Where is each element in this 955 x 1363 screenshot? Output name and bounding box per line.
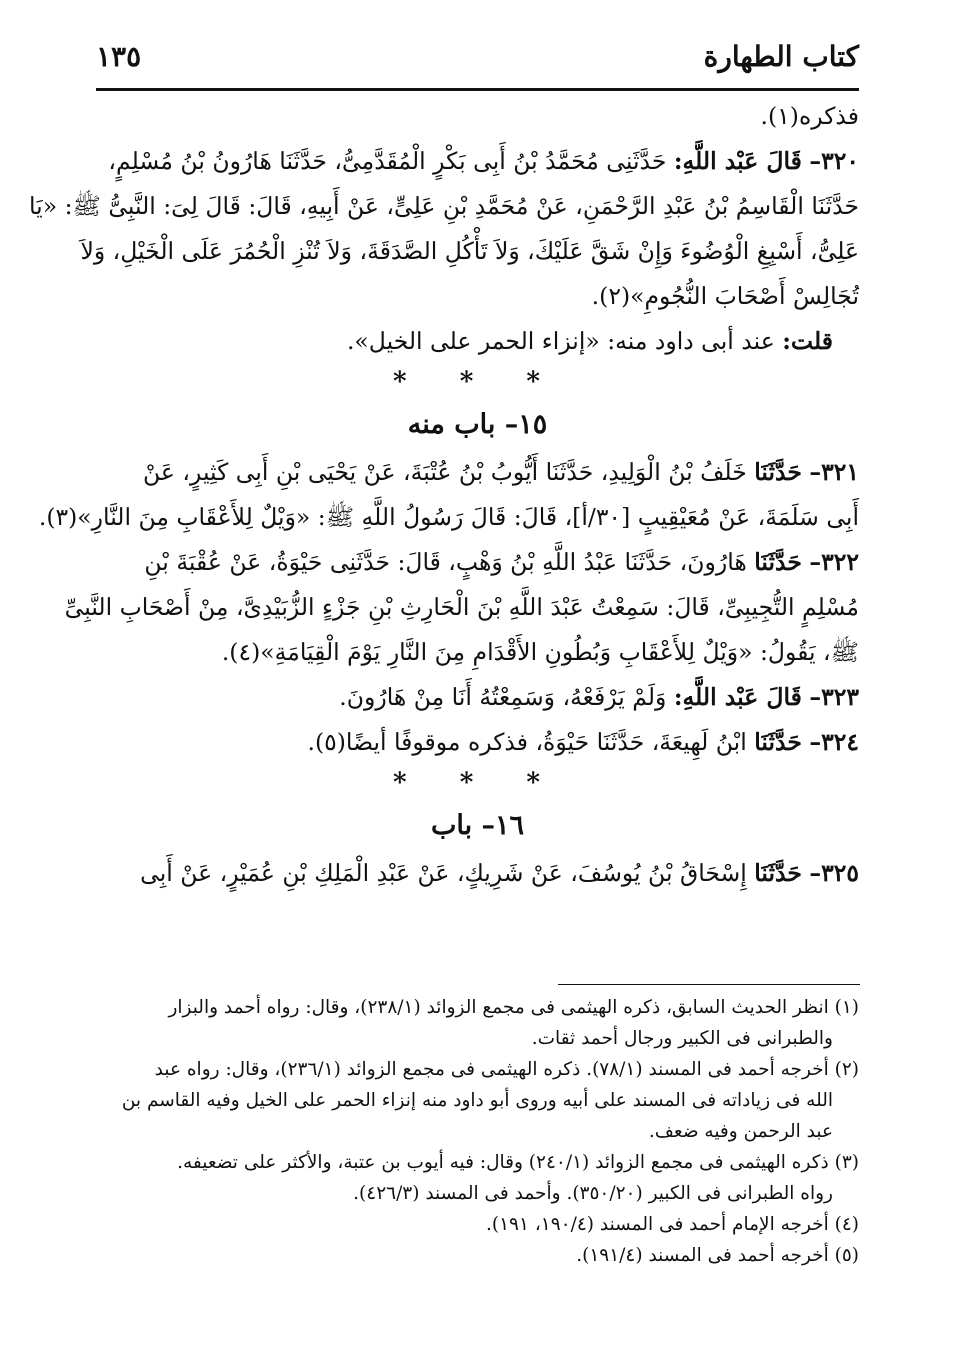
section-separator: * * * — [393, 768, 562, 798]
hadith-text: حَدَّثَنِى مُحَمَّدُ بْنُ أَبِى بَكْرٍ الْمُقَدَّمِىُّ، حَدَّثَنَا هَارُونُ بْنُ مُسْلِمٍ، — [108, 147, 667, 175]
hadith-lead: حَدَّثَنَا — [754, 859, 802, 887]
hadith-322-line-3: ﷺ، يَقُولُ: «وَيْلٌ لِلأَعْقَابِ وَبُطُونِ الأَقْدَامِ مِنَ النَّارِ يَوْمَ الْقِيَامَةِ»(٤). — [221, 638, 859, 666]
hadith-number: ٣٢٢– — [809, 548, 859, 576]
hadith-number: ٣٢٠– — [809, 147, 859, 175]
hadith-lead: قَالَ عَبْد اللَّهِ: — [673, 683, 802, 711]
page-header — [96, 40, 859, 84]
footnote-rule — [558, 984, 860, 985]
hadith-324-line — [96, 720, 859, 765]
hadith-lead: حَدَّثَنَا — [754, 548, 802, 576]
hadith-lead: حَدَّثَنَا — [754, 458, 802, 486]
qult-text: عند أبى داود منه: «إنزاء الحمر على الخيل». — [346, 327, 775, 355]
footnote-2-line-2: الله فى زياداته فى المسند على أبيه وروى أبو داود منه إنزاء الحمر على الخيل وفيه القاسم بن — [121, 1090, 833, 1111]
hadith-text: ابْنُ لَهِيعَةَ، حَدَّثَنَا حَيْوَةُ، فذكره موقوفًا أيضًا(٥). — [307, 728, 747, 756]
section-separator: * * * — [393, 367, 562, 397]
hadith-number: ٣٢١– — [809, 458, 859, 486]
footnote-4: (٤) أخرجه الإمام أحمد فى المسند (١٩٠/٤، ١٩١). — [486, 1214, 859, 1235]
qult-line — [96, 319, 859, 364]
footnote-1-line-1: (١) انظر الحديث السابق، ذكره الهيثمى فى مجمع الزوائد (٢٣٨/١)، وقال: رواه أحمد والبزار — [168, 997, 859, 1018]
hadith-323-line — [96, 675, 859, 720]
footnote-1-line-2: والطبرانى فى الكبير ورجال أحمد ثقات. — [531, 1028, 833, 1049]
hadith-320-line-1 — [96, 139, 859, 184]
hadith-321-line-2: أَبِى سَلَمَةَ، عَنْ مُعَيْقِيبٍ [٣٠/أ]، قَالَ: قَالَ رَسُولُ اللَّهِ ﷺ: «وَيْلٌ لِلأَعْقَابِ مِنَ النَّارِ»(٣). — [38, 503, 859, 531]
hadith-text: وَلَمْ يَرْفَعْهُ، وَسَمِعْتُهُ أَنَا مِنْ هَارُونَ. — [339, 683, 667, 711]
header-rule — [96, 88, 859, 91]
footnote-2-line-1: (٢) أخرجه أحمد فى المسند (٧٨/١). ذكره الهيثمى فى مجمع الزوائد (٢٣٦/١)، وقال: رواه عبد — [154, 1059, 859, 1080]
footnote-5: (٥) أخرجه أحمد فى المسند (١٩١/٤). — [576, 1245, 859, 1266]
hadith-text: خَلَفُ بْنُ الْوَلِيدِ، حَدَّثَنَا أَيُّوبُ بْنُ عُتْبَةَ، عَنْ يَحْيَى بْنِ أَبِى كَثِيرٍ، عَنْ — [143, 458, 747, 486]
hadith-321-line-1 — [96, 450, 859, 495]
hadith-number: ٣٢٤– — [809, 728, 859, 756]
hadith-text: هَارُونَ، حَدَّثَنَا عَبْدُ اللَّهِ بْنُ وَهْبٍ، قَالَ: حَدَّثَنِى حَيْوَةُ، عَنْ عُقْبَةَ بْنِ — [144, 548, 747, 576]
hadith-322-line-1 — [96, 540, 859, 585]
footnote-2-line-3: عبد الرحمن وفيه ضعف. — [648, 1121, 833, 1142]
page-number: ١٣٥ — [96, 40, 142, 73]
footnote-3-line-1: (٣) ذكره الهيثمى فى مجمع الزوائد (٢٤٠/١) وقال: فيه أيوب بن عتبة، والأكثر على تضعيفه. — [177, 1152, 859, 1173]
hadith-322-line-2: مُسْلِمٍ التُّجِيبِىِّ، قَالَ: سَمِعْتُ عَبْدَ اللَّهِ بْنَ الْحَارِثِ بْنِ جَزْءٍ الزُّبَيْدِىَّ، مِنْ أَصْحَابِ النَّبِىِّ — [64, 593, 859, 621]
chapter-heading-15: ١٥– باب منه — [407, 409, 548, 440]
hadith-text: إِسْحَاقُ بْنُ يُوسُفَ، عَنْ شَرِيكٍ، عَنْ عَبْدِ الْمَلِكِ بْنِ عُمَيْرٍ، عَنْ أَبِى — [140, 859, 747, 887]
hadith-lead: قَالَ عَبْد اللَّهِ: — [673, 147, 802, 175]
main-text — [29, 94, 859, 896]
footnote-3-line-2: رواه الطبرانى فى الكبير (٣٥٠/٢٠). وأحمد فى المسند (٤٢٦/٣). — [353, 1183, 833, 1204]
chapter-heading-16: ١٦– باب — [430, 810, 525, 841]
hadith-lead: حَدَّثَنَا — [754, 728, 802, 756]
hadith-320-line-4: تُجَالِسْ أَصْحَابَ النُّجُومِ»(٢). — [591, 282, 859, 310]
running-title: كتاب الطهارة — [703, 40, 859, 73]
hadith-320-line-2: حَدَّثَنَا الْقَاسِمُ بْنُ عَبْدِ الرَّحْمَنِ، عَنْ مُحَمَّدِ بْنِ عَلِىٍّ، عَنْ أَبِيهِ، قَالَ: قَالَ لِىَ: النَّبِىُّ ﷺ: «يَا — [29, 192, 859, 220]
hadith-325-line — [96, 851, 859, 896]
hadith-number: ٣٢٣– — [809, 683, 859, 711]
hadith-number: ٣٢٥– — [809, 859, 859, 887]
qult-lead: قلت: — [782, 327, 833, 355]
hadith-320-line-3: عَلِىُّ، أَسْبِغِ الْوُضُوءَ وَإِنْ شَقَّ عَلَيْكَ، وَلاَ تَأْكُلِ الصَّدَقَةَ، وَلاَ تُنْزِ الْحُمُرَ عَلَى الْخَيْلِ، وَلاَ — [80, 237, 859, 265]
text-line: فذكره(١). — [760, 102, 859, 130]
footnotes — [96, 992, 859, 1271]
